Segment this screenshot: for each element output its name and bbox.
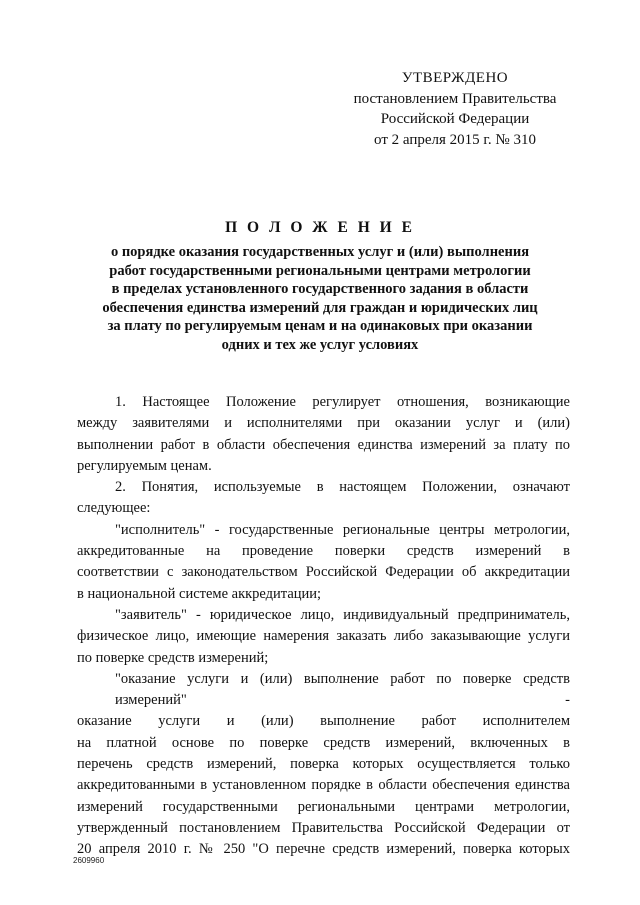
- body-line: соответствии с законодательством Российской Федерации об аккредитации: [77, 564, 570, 581]
- subtitle-line: обеспечения единства измерений для граждан и юридических лиц: [102, 299, 538, 316]
- body-line: 1. Настоящее Положение регулирует отношения, возникающие: [115, 394, 570, 410]
- approval-line-3: от 2 апреля 2015 г. № 310: [374, 131, 536, 148]
- subtitle-line: работ государственными региональными центрами метрологии: [109, 262, 531, 279]
- body-line: оказание услуги и (или) выполнение работ исполнителем: [77, 713, 570, 730]
- document-title: П О Л О Ж Е Н И Е: [225, 219, 415, 236]
- body-line: аккредитованными в установленном порядке в области обеспечения единства: [77, 777, 570, 794]
- body-line: в национальной системе аккредитации;: [77, 585, 322, 602]
- body-line: утвержденный постановлением Правительства Российской Федерации от: [77, 819, 570, 836]
- approval-title: УТВЕРЖДЕНО: [401, 70, 509, 86]
- body-line: аккредитованные на проведение поверки средств измерений в: [77, 543, 570, 560]
- body-line: следующее:: [77, 500, 151, 517]
- document-code: 2609960: [73, 856, 105, 865]
- body-line: физическое лицо, имеющие намерения заказать либо заказывающие услуги: [77, 628, 570, 645]
- subtitle-line: одних и тех же услуг условиях: [221, 336, 419, 353]
- document-subtitle: [70, 243, 570, 355]
- subtitle-line: за плату по регулируемым ценам и на одинаковых при оказании: [107, 318, 533, 335]
- subtitle-line: о порядке оказания государственных услуг и (или) выполнения: [110, 244, 530, 260]
- body-line: 2. Понятия, используемые в настоящем Положении, означают: [115, 479, 570, 496]
- body-line: "оказание услуги и (или) выполнение работ по поверке средств измерений" -: [115, 670, 570, 709]
- body-line: между заявителями и исполнителями при оказании услуг и (или): [77, 415, 570, 432]
- body-line: 20 апреля 2010 г. № 250 "О перечне средств измерений, поверка которых: [77, 841, 570, 858]
- body-line: "исполнитель" - государственные региональные центры метрологии,: [115, 521, 570, 538]
- body-line: измерений государственными региональными центрами метрологии,: [77, 798, 570, 815]
- body-line: выполнении работ в области обеспечения единства измерений за плату по: [77, 436, 570, 453]
- approval-line-2: Российской Федерации: [380, 111, 530, 127]
- document-body: [77, 392, 570, 861]
- approval-stamp: [340, 68, 570, 150]
- body-line: "заявитель" - юридическое лицо, индивидуальный предприниматель,: [115, 606, 570, 623]
- approval-line-1: постановлением Правительства: [353, 90, 557, 107]
- body-line: перечень средств измерений, поверка которых осуществляется только: [77, 756, 570, 773]
- subtitle-line: в пределах установленного государственного задания в области: [111, 281, 529, 298]
- body-line: регулируемым ценам.: [77, 457, 212, 474]
- body-line: на платной основе по поверке средств измерений, включенных в: [77, 734, 570, 751]
- body-line: по поверке средств измерений;: [77, 649, 269, 666]
